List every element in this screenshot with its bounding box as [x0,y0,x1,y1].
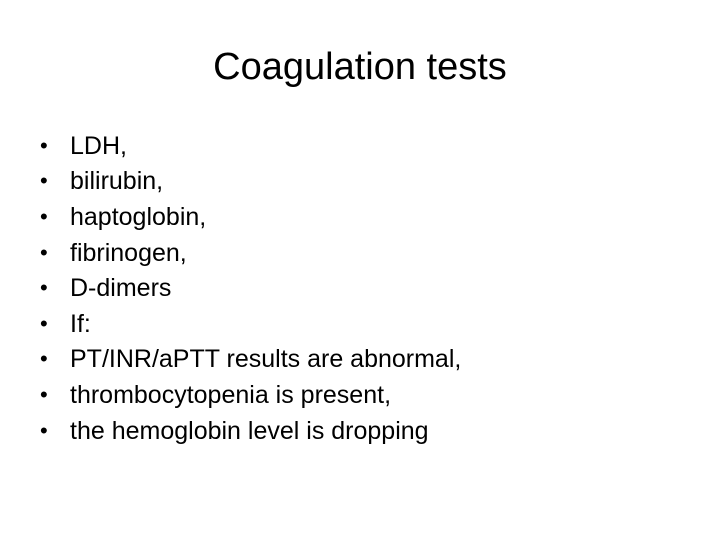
bullet-icon: • [40,381,48,407]
bullet-icon: • [40,239,48,265]
bullet-icon: • [40,346,48,372]
bullet-icon: • [40,168,48,194]
bullet-text: haptoglobin, [70,202,207,231]
bullet-item [40,342,680,378]
bullet-text: thrombocytopenia is present, [70,380,392,409]
bullet-icon: • [40,203,48,229]
bullet-icon: • [40,275,48,301]
bullet-text: bilirubin, [70,167,164,196]
bullet-icon: • [40,310,48,336]
bullet-item [40,164,680,200]
bullet-item [40,199,680,235]
bullet-item [40,270,680,306]
bullet-icon: • [40,417,48,443]
bullet-text: LDH, [70,131,127,160]
bullet-text: D-dimers [70,274,172,303]
bullet-icon: • [40,132,48,158]
bullet-item [40,235,680,271]
bullet-item [40,306,680,342]
bullet-text: fibrinogen, [70,238,187,267]
bullet-text: the hemoglobin level is dropping [70,416,429,445]
bullet-list [40,128,680,448]
slide-title: Coagulation tests [213,46,507,88]
bullet-item [40,128,680,164]
bullet-item [40,413,680,449]
bullet-text: PT/INR/aPTT results are abnormal, [70,345,462,374]
bullet-item [40,377,680,413]
bullet-text: If: [70,309,91,338]
